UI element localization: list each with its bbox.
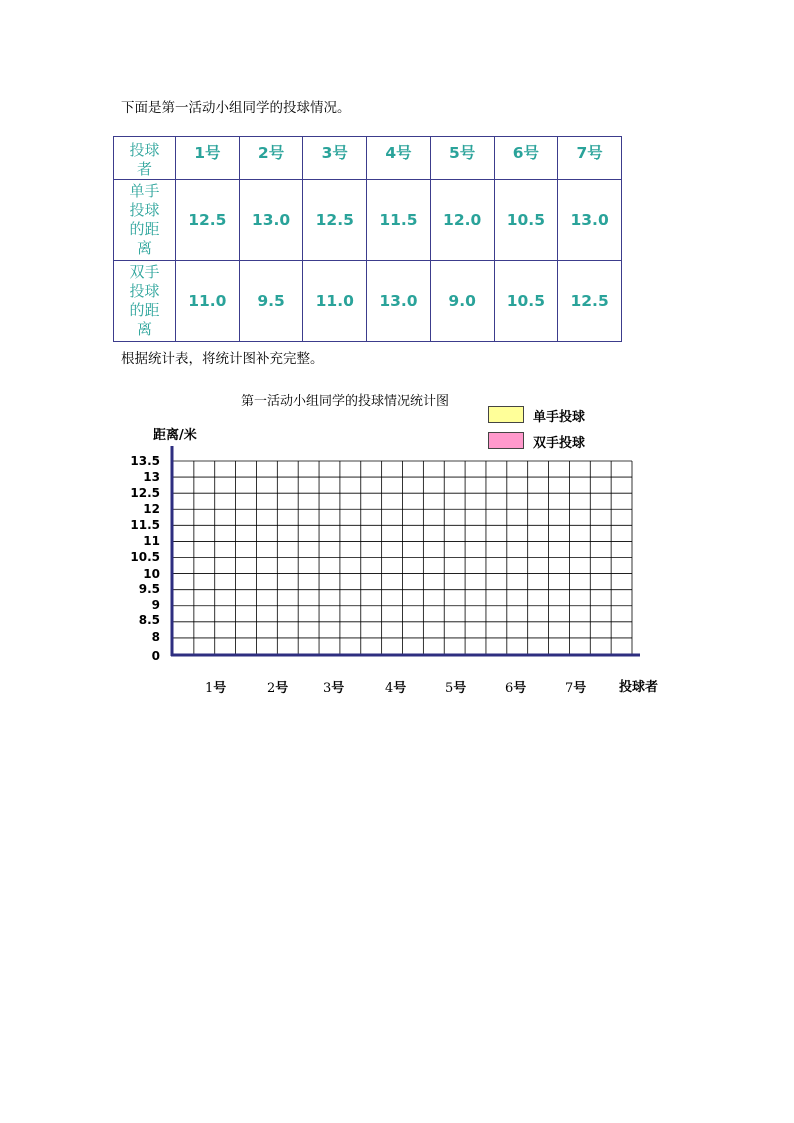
x-tick-label: 4号 [385, 681, 407, 696]
table-cell: 12.5 [176, 180, 240, 261]
table-cell: 13.0 [367, 261, 431, 342]
header-cell: 3号 [303, 137, 367, 180]
x-tick-label: 2号 [267, 681, 289, 696]
y-tick-label: 10 [143, 567, 160, 581]
table-cell: 12.0 [430, 180, 494, 261]
table-cell: 10.5 [494, 261, 558, 342]
table-cell: 11.0 [303, 261, 367, 342]
intro-text: 下面是第一活动小组同学的投球情况。 [121, 100, 351, 116]
x-axis-title: 投球者 [619, 680, 659, 695]
header-cell: 7号 [558, 137, 622, 180]
x-tick-label: 6号 [505, 681, 527, 696]
table-cell: 10.5 [494, 180, 558, 261]
table-cell: 13.0 [239, 180, 303, 261]
header-cell: 4号 [367, 137, 431, 180]
table-cell: 11.5 [367, 180, 431, 261]
instruction-text: 根据统计表，将统计图补充完整。 [121, 351, 324, 367]
y-tick-label: 13 [143, 470, 160, 484]
x-tick-label: 5号 [445, 681, 467, 696]
table-cell: 9.0 [430, 261, 494, 342]
table-cell: 11.0 [176, 261, 240, 342]
header-cell: 2号 [239, 137, 303, 180]
x-tick-label: 1号 [205, 681, 227, 696]
x-tick-label: 7号 [565, 681, 587, 696]
y-tick-label: 11 [143, 534, 160, 548]
y-tick-label: 12.5 [130, 486, 160, 500]
y-axis-title: 距离/米 [153, 428, 197, 443]
header-cell: 5号 [430, 137, 494, 180]
table-cell: 9.5 [239, 261, 303, 342]
y-tick-label: 9 [151, 598, 160, 612]
header-cell: 6号 [494, 137, 558, 180]
header-cell: 1号 [176, 137, 240, 180]
y-tick-label: 8 [151, 630, 160, 644]
legend-label-single-hand: 单手投球 [533, 410, 586, 425]
y-tick-label: 0 [151, 649, 160, 663]
y-tick-label: 11.5 [130, 518, 160, 532]
table-cell: 13.0 [558, 180, 622, 261]
chart-title: 第一活动小组同学的投球情况统计图 [241, 394, 450, 409]
header-cell: 投球者 [114, 137, 176, 180]
legend-label-two-hand: 双手投球 [533, 436, 586, 451]
y-tick-label: 13.5 [130, 454, 160, 468]
y-tick-label: 9.5 [138, 582, 160, 596]
y-tick-label: 8.5 [138, 613, 160, 627]
table-cell: 12.5 [558, 261, 622, 342]
y-tick-label: 10.5 [130, 550, 160, 564]
y-tick-label: 12 [143, 502, 160, 516]
x-tick-label: 3号 [323, 681, 345, 696]
row-label: 单手投球的距离 [114, 180, 176, 261]
table-cell: 12.5 [303, 180, 367, 261]
row-label: 双手投球的距离 [114, 261, 176, 342]
